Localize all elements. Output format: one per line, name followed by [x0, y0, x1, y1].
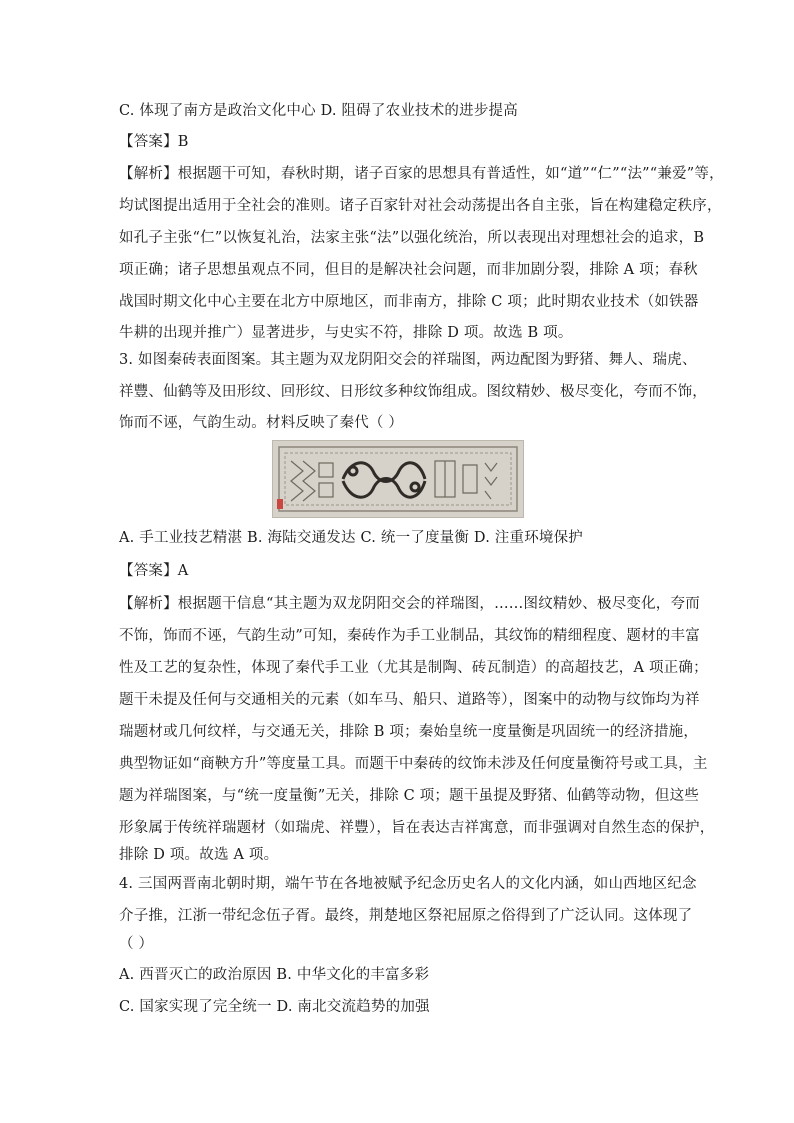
answer-line: 【答案】A — [119, 563, 189, 579]
analysis-line: 不饰，饰而不诬，气韵生动”可知，秦砖作为手工业制品，其纹饰的精细程度、题材的丰富 — [119, 628, 700, 644]
option-line: C. 体现了南方是政治文化中心 D. 阻碍了农业技术的进步提高 — [119, 103, 518, 119]
question-line: 介子推，江浙一带纪念伍子胥。最终，荆楚地区祭祀屈原之俗得到了广泛认同。这体现了 — [119, 908, 693, 924]
question-line: 4. 三国两晋南北朝时期，端午节在各地被赋予纪念历史名人的文化内涵，如山西地区纪念 — [119, 876, 697, 892]
analysis-line: 形象属于传统祥瑞题材（如瑞虎、祥豐），旨在表达吉祥寓意，而非强调对自然生态的保护， — [119, 820, 715, 836]
analysis-line: 典型物证如“商鞅方升”等度量工具。而题干中秦砖的纹饰未涉及任何度量衡符号或工具，主 — [119, 756, 708, 772]
qin-brick-pattern-image — [272, 440, 524, 518]
option-line: C. 国家实现了完全统一 D. 南北交流趋势的加强 — [119, 999, 430, 1015]
analysis-line: 【解析】根据题干可知，春秋时期，诸子百家的思想具有普适性，如“道”“仁”“法”“兼爱”等， — [119, 166, 724, 182]
analysis-line: 瑞题材或几何纹样，与交通无关，排除 B 项；秦始皇统一度量衡是巩固统一的经济措施， — [119, 724, 699, 740]
analysis-line: 性及工艺的复杂性，体现了秦代手工业（尤其是制陶、砖瓦制造）的高超技艺，A 项正确； — [119, 660, 708, 676]
option-line: A. 手工业技艺精湛 B. 海陆交通发达 C. 统一了度量衡 D. 注重环境保护 — [119, 530, 584, 546]
question-line: （ ） — [119, 936, 154, 952]
analysis-line: 项正确；诸子思想虽观点不同，但目的是解决社会问题，而非加剧分裂，排除 A 项；春秋 — [119, 262, 698, 278]
answer-line: 【答案】B — [119, 134, 189, 150]
question-line: 3. 如图秦砖表面图案。其主题为双龙阴阳交会的祥瑞图，两边配图为野猪、舞人、瑞虎、 — [119, 352, 697, 368]
question-line: 饰而不诬，气韵生动。材料反映了秦代（ ） — [119, 415, 404, 431]
analysis-line: 牛耕的出现并推广）显著进步，与史实不符，排除 D 项。故选 B 项。 — [119, 325, 573, 341]
question-line: 祥豐、仙鹤等及田形纹、回形纹、日形纹多种纹饰组成。图纹精妙、极尽变化，夸而不饰， — [119, 384, 707, 400]
analysis-line: 如孔子主张“仁”以恢复礼治，法家主张“法”以强化统治，所以表现出对理想社会的追求，B — [119, 230, 705, 246]
analysis-line: 题为祥瑞图案，与“统一度量衡”无关，排除 C 项；题干虽提及野猪、仙鹤等动物，但这些 — [119, 788, 700, 804]
analysis-line: 题干未提及任何与交通相关的元素（如车马、船只、道路等），图案中的动物与纹饰均为祥 — [119, 692, 700, 708]
analysis-line: 均试图提出适用于全社会的准则。诸子百家针对社会动荡提出各自主张，旨在构建稳定秩序， — [119, 198, 722, 214]
analysis-line: 【解析】根据题干信息“其主题为双龙阴阳交会的祥瑞图，……图纹精妙、极尽变化，夸而 — [119, 596, 700, 612]
analysis-line: 战国时期文化中心主要在北方中原地区，而非南方，排除 C 项；此时期农业技术（如铁器 — [119, 294, 699, 310]
option-line: A. 西晋灭亡的政治原因 B. 中华文化的丰富多彩 — [119, 967, 430, 983]
analysis-line: 排除 D 项。故选 A 项。 — [119, 847, 279, 863]
